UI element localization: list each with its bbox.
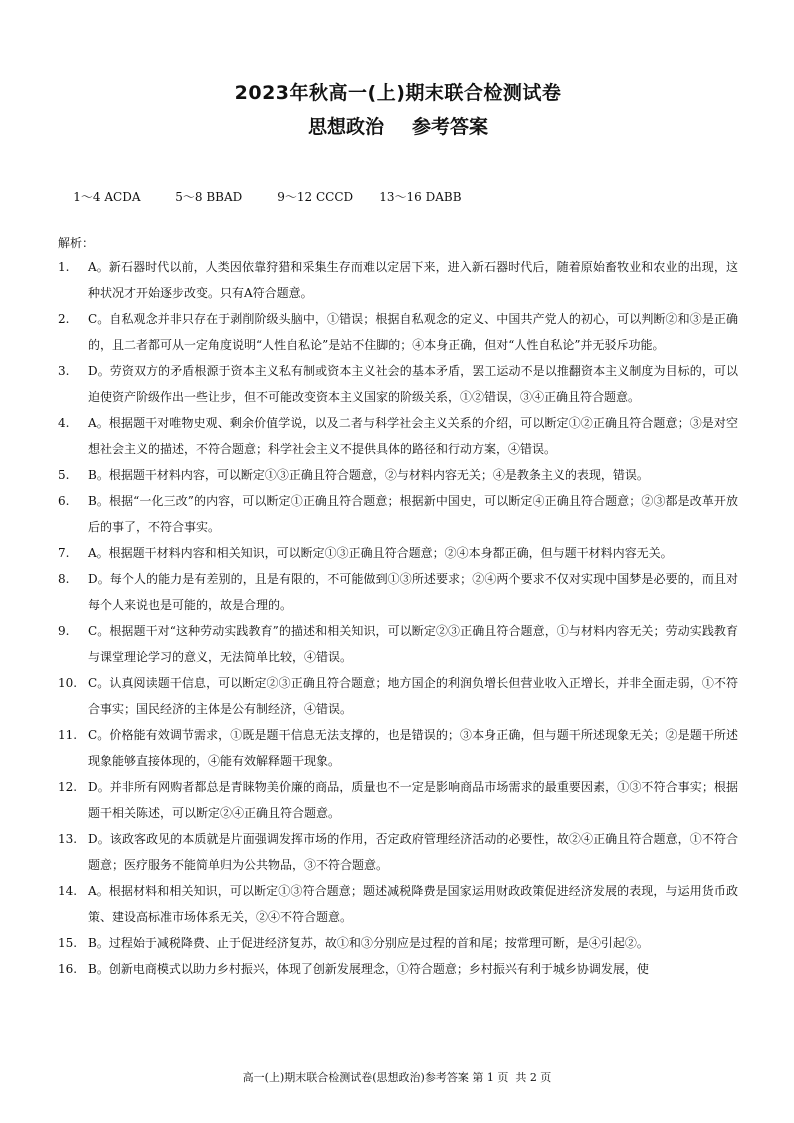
item-text: D。该政客政见的本质就是片面强调发挥市场的作用，否定政府管理经济活动的必要性，故②④正确且符合题意，①不符合题意；医疗服务不能简单归为公共物品，③不符合题意。 bbox=[88, 832, 738, 872]
item-text: C。价格能有效调节需求，①既是题干信息无法支撑的，也是错误的；③本身正确，但与题干所述现象无关；②是题干所述现象能够直接体现的，④能有效解释题干现象。 bbox=[88, 728, 738, 768]
item-number: 12. bbox=[58, 780, 78, 794]
answer-subtitle bbox=[58, 108, 738, 142]
analysis-item bbox=[58, 358, 738, 410]
item-text: D。劳资双方的矛盾根源于资本主义私有制或资本主义社会的基本矛盾，罢工运动不是以推翻资本主义制度为目标的，可以迫使资产阶级作出一些让步，但不可能改变资本主义国家的阶级关系，①②错误，③④正确且符合题意。 bbox=[88, 364, 738, 404]
item-number: 16. bbox=[58, 962, 78, 976]
item-text: A。根据题干材料内容和相关知识，可以断定①③正确且符合题意；②④本身都正确，但与题干材料内容无关。 bbox=[88, 546, 673, 560]
exam-title: 2023年秋高一(上)期末联合检测试卷 bbox=[234, 82, 562, 104]
answer-label: 参考答案 bbox=[412, 116, 489, 138]
item-number: 11. bbox=[58, 728, 78, 742]
item-number: 9. bbox=[58, 624, 70, 638]
item-text: B。过程始于减税降费、止于促进经济复苏，故①和③分别应是过程的首和尾；按常理可断，是④引起②。 bbox=[88, 936, 649, 950]
analysis-item bbox=[58, 488, 738, 540]
analysis-item bbox=[58, 878, 738, 930]
item-text: A。根据材料和相关知识，可以断定①③符合题意；题述减税降费是国家运用财政政策促进经济发展的表现，与运用货币政策、建设高标准市场体系无关，②④不符合题意。 bbox=[88, 884, 738, 924]
analysis-item bbox=[58, 566, 738, 618]
item-number: 10. bbox=[58, 676, 78, 690]
item-text: C。自私观念并非只存在于剥削阶级头脑中，①错误；根据自私观念的定义、中国共产党人的初心，可以判断②和③是正确的，且二者都可从一定角度说明“人性自私论”是站不住脚的；④本身正确，但对“人性自私论”并无驳斥功能。 bbox=[88, 312, 738, 352]
answer-key-group: 5～8 BBAD bbox=[175, 190, 243, 204]
analysis-item bbox=[58, 618, 738, 670]
item-number: 5. bbox=[58, 468, 70, 482]
item-number: 2. bbox=[58, 312, 70, 326]
analysis-item bbox=[58, 956, 738, 982]
item-text: A。根据题干对唯物史观、剩余价值学说，以及二者与科学社会主义关系的介绍，可以断定①②正确且符合题意；③是对空想社会主义的描述，不符合题意；科学社会主义不提供具体的路径和行动方案，④错误。 bbox=[88, 416, 738, 456]
item-number: 8. bbox=[58, 572, 70, 586]
answer-key-group: 1～4 ACDA bbox=[73, 190, 141, 204]
analysis-item bbox=[58, 722, 738, 774]
answer-key-row bbox=[58, 164, 738, 230]
item-number: 15. bbox=[58, 936, 78, 950]
analysis-item bbox=[58, 254, 738, 306]
item-text: C。根据题干对“这种劳动实践教育”的描述和相关知识，可以断定②③正确且符合题意，①与材料内容无关；劳动实践教育与课堂理论学习的意义，无法简单比较，④错误。 bbox=[88, 624, 738, 664]
item-number: 1. bbox=[58, 260, 70, 274]
item-text: D。每个人的能力是有差别的，且是有限的，不可能做到①③所述要求；②④两个要求不仅对实现中国梦是必要的，而且对每个人来说也是可能的，故是合理的。 bbox=[88, 572, 738, 612]
item-text: B。根据“一化三改”的内容，可以断定①正确且符合题意；根据新中国史，可以断定④正确且符合题意；②③都是改革开放后的事了，不符合事实。 bbox=[88, 494, 738, 534]
analysis-item bbox=[58, 540, 738, 566]
analysis-item bbox=[58, 462, 738, 488]
analysis-item bbox=[58, 670, 738, 722]
item-number: 14. bbox=[58, 884, 78, 898]
item-text: B。创新电商模式以助力乡村振兴，体现了创新发展理念，①符合题意；乡村振兴有利于城乡协调发展，使 bbox=[88, 962, 649, 976]
analysis-item bbox=[58, 306, 738, 358]
subject-label: 思想政治 bbox=[307, 116, 384, 138]
item-text: D。并非所有网购者都总是青睐物美价廉的商品，质量也不一定是影响商品市场需求的最重要因素，①③不符合事实；根据题干相关陈述，可以断定②④正确且符合题意。 bbox=[88, 780, 738, 820]
analysis-item bbox=[58, 774, 738, 826]
item-number: 4. bbox=[58, 416, 70, 430]
analysis-item bbox=[58, 826, 738, 878]
analysis-label: 解析： bbox=[58, 236, 95, 250]
analysis-item bbox=[58, 410, 738, 462]
item-number: 6. bbox=[58, 494, 70, 508]
item-number: 7. bbox=[58, 546, 70, 560]
item-number: 13. bbox=[58, 832, 78, 846]
analysis-list bbox=[58, 254, 738, 982]
answer-key-group: 9～12 CCCD bbox=[277, 190, 354, 204]
item-text: C。认真阅读题干信息，可以断定②③正确且符合题意；地方国企的利润负增长但营业收入正增长，并非全面走弱，①不符合事实；国民经济的主体是公有制经济，④错误。 bbox=[88, 676, 738, 716]
analysis-item bbox=[58, 930, 738, 956]
item-text: B。根据题干材料内容，可以断定①③正确且符合题意，②与材料内容无关；④是教条主义的表现，错误。 bbox=[88, 468, 649, 482]
item-number: 3. bbox=[58, 364, 70, 378]
item-text: A。新石器时代以前，人类因依靠狩猎和采集生存而难以定居下来，进入新石器时代后，随着原始畜牧业和农业的出现，这种状况才开始逐步改变。只有A符合题意。 bbox=[88, 260, 738, 300]
page-footer: 高一(上)期末联合检测试卷(思想政治)参考答案 第 1 页 共 2 页 bbox=[242, 1071, 552, 1084]
answer-key-group: 13～16 DABB bbox=[379, 190, 462, 204]
